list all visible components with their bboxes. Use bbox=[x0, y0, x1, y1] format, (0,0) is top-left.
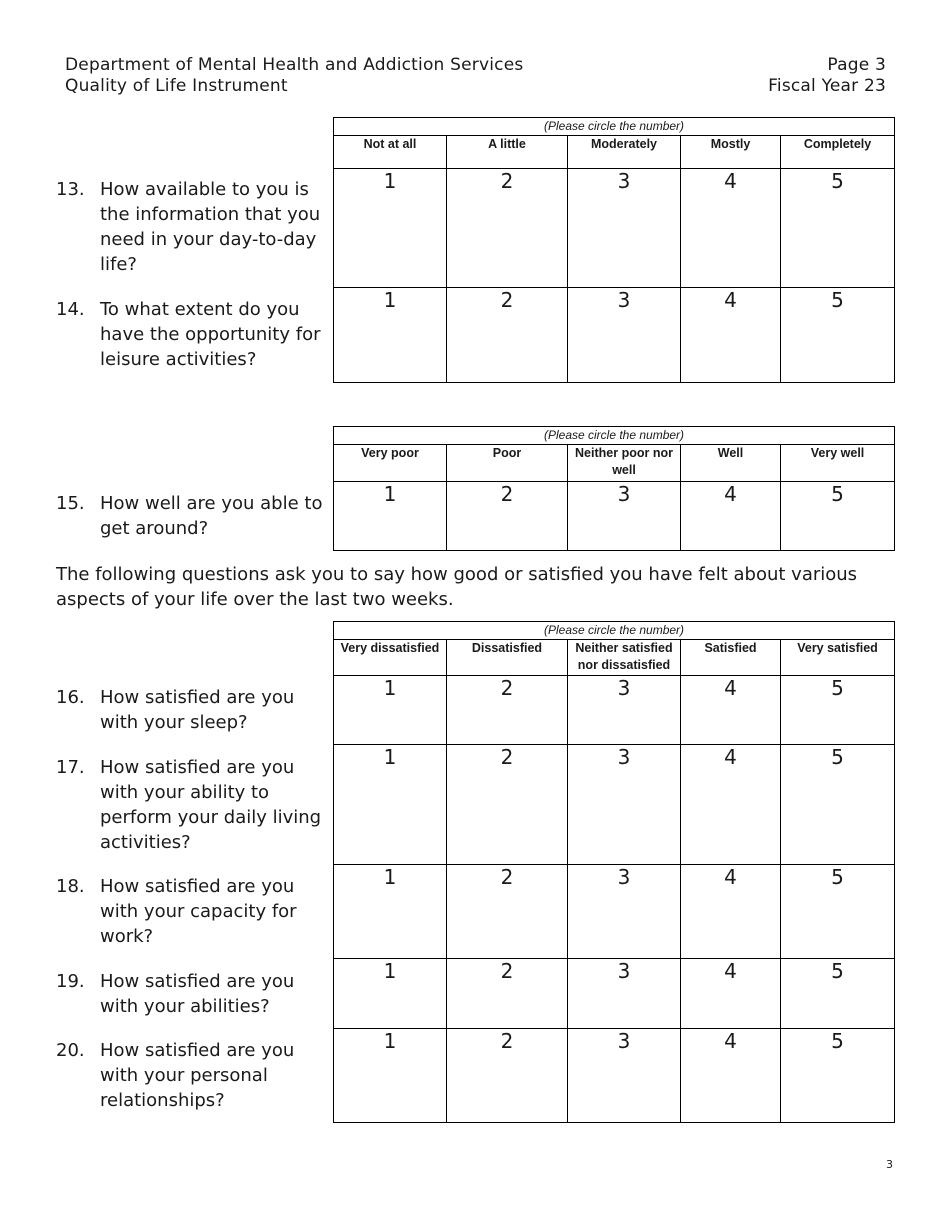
rating-option[interactable]: 1 bbox=[334, 482, 447, 551]
rating-option[interactable]: 5 bbox=[781, 676, 895, 745]
question-text: How well are you able to get around? bbox=[100, 493, 323, 539]
question-20 bbox=[56, 1038, 326, 1113]
question-number: 17. bbox=[56, 757, 85, 778]
question-19 bbox=[56, 969, 326, 1019]
rating-option[interactable]: 4 bbox=[681, 745, 781, 865]
rating-option[interactable]: 1 bbox=[334, 865, 447, 959]
circle-instruction: (Please circle the number) bbox=[334, 622, 895, 640]
rating-option[interactable]: 3 bbox=[568, 1029, 681, 1123]
rating-option[interactable]: 5 bbox=[781, 865, 895, 959]
scale-label: Very poor bbox=[334, 445, 447, 482]
answer-row-17 bbox=[334, 745, 895, 865]
instrument-name: Quality of Life Instrument bbox=[65, 76, 288, 96]
rating-option[interactable]: 4 bbox=[681, 1029, 781, 1123]
scale-label: Very dissatisfied bbox=[334, 640, 447, 676]
answer-row-18 bbox=[334, 865, 895, 959]
rating-option[interactable]: 4 bbox=[681, 482, 781, 551]
question-15 bbox=[56, 491, 326, 541]
rating-option[interactable]: 4 bbox=[681, 169, 781, 288]
rating-option[interactable]: 2 bbox=[447, 745, 568, 865]
scale-label: Very satisfied bbox=[781, 640, 895, 676]
question-number: 18. bbox=[56, 876, 85, 897]
rating-option[interactable]: 5 bbox=[781, 959, 895, 1029]
rating-option[interactable]: 1 bbox=[334, 959, 447, 1029]
answer-row-14 bbox=[334, 288, 895, 383]
question-14 bbox=[56, 297, 326, 372]
question-number: 15. bbox=[56, 493, 85, 514]
footer-page-number: 3 bbox=[886, 1158, 893, 1171]
answer-row-15 bbox=[334, 482, 895, 551]
question-number: 16. bbox=[56, 687, 85, 708]
scale-label: Neither poor nor well bbox=[568, 445, 681, 482]
rating-option[interactable]: 2 bbox=[447, 959, 568, 1029]
rating-option[interactable]: 3 bbox=[568, 745, 681, 865]
question-18 bbox=[56, 874, 326, 949]
rating-table-satisfaction bbox=[333, 621, 895, 1123]
rating-option[interactable]: 3 bbox=[568, 676, 681, 745]
rating-option[interactable]: 4 bbox=[681, 865, 781, 959]
scale-label: Not at all bbox=[334, 136, 447, 169]
rating-option[interactable]: 1 bbox=[334, 288, 447, 383]
scale-label: Neither satisfied nor dissatisfied bbox=[568, 640, 681, 676]
scale-label: Well bbox=[681, 445, 781, 482]
question-17 bbox=[56, 755, 326, 855]
rating-table-ability bbox=[333, 426, 895, 551]
rating-option[interactable]: 1 bbox=[334, 169, 447, 288]
question-13 bbox=[56, 177, 326, 277]
rating-option[interactable]: 2 bbox=[447, 1029, 568, 1123]
rating-option[interactable]: 4 bbox=[681, 676, 781, 745]
circle-instruction: (Please circle the number) bbox=[334, 118, 895, 136]
rating-option[interactable]: 2 bbox=[447, 676, 568, 745]
question-number: 13. bbox=[56, 179, 85, 200]
rating-option[interactable]: 3 bbox=[568, 288, 681, 383]
question-text: How satisfied are you with your ability to perform your daily living activities? bbox=[100, 757, 322, 853]
rating-table-extent bbox=[333, 117, 895, 383]
answer-row-20 bbox=[334, 1029, 895, 1123]
circle-instruction: (Please circle the number) bbox=[334, 427, 895, 445]
rating-option[interactable]: 2 bbox=[447, 865, 568, 959]
rating-option[interactable]: 2 bbox=[447, 288, 568, 383]
rating-option[interactable]: 5 bbox=[781, 169, 895, 288]
rating-option[interactable]: 5 bbox=[781, 288, 895, 383]
rating-option[interactable]: 2 bbox=[447, 482, 568, 551]
page-label: Page 3 bbox=[827, 55, 886, 75]
scale-label: Mostly bbox=[681, 136, 781, 169]
scale-label: Poor bbox=[447, 445, 568, 482]
scale-label: A little bbox=[447, 136, 568, 169]
rating-option[interactable]: 3 bbox=[568, 865, 681, 959]
department-name: Department of Mental Health and Addiction Services bbox=[65, 55, 524, 75]
section-intro: The following questions ask you to say how good or satisfied you have felt about various aspects of your life over the last two weeks. bbox=[56, 564, 858, 610]
scale-label: Moderately bbox=[568, 136, 681, 169]
document-header-left bbox=[65, 55, 523, 97]
rating-option[interactable]: 1 bbox=[334, 745, 447, 865]
answer-row-13 bbox=[334, 169, 895, 288]
rating-option[interactable]: 2 bbox=[447, 169, 568, 288]
rating-option[interactable]: 5 bbox=[781, 482, 895, 551]
answer-row-16 bbox=[334, 676, 895, 745]
question-number: 14. bbox=[56, 299, 85, 320]
question-16 bbox=[56, 685, 326, 735]
question-text: How satisfied are you with your abilities? bbox=[100, 971, 295, 1017]
question-number: 19. bbox=[56, 971, 85, 992]
rating-option[interactable]: 5 bbox=[781, 1029, 895, 1123]
rating-option[interactable]: 1 bbox=[334, 676, 447, 745]
scale-label: Completely bbox=[781, 136, 895, 169]
rating-option[interactable]: 3 bbox=[568, 169, 681, 288]
answer-row-19 bbox=[334, 959, 895, 1029]
question-text: To what extent do you have the opportunity for leisure activities? bbox=[100, 299, 321, 370]
rating-option[interactable]: 3 bbox=[568, 482, 681, 551]
question-text: How satisfied are you with your capacity for work? bbox=[100, 876, 297, 947]
fiscal-year: Fiscal Year 23 bbox=[768, 76, 886, 96]
scale-label: Dissatisfied bbox=[447, 640, 568, 676]
rating-option[interactable]: 1 bbox=[334, 1029, 447, 1123]
scale-label: Very well bbox=[781, 445, 895, 482]
rating-option[interactable]: 3 bbox=[568, 959, 681, 1029]
document-header-right bbox=[768, 55, 886, 97]
rating-option[interactable]: 4 bbox=[681, 959, 781, 1029]
scale-label: Satisfied bbox=[681, 640, 781, 676]
rating-option[interactable]: 5 bbox=[781, 745, 895, 865]
rating-option[interactable]: 4 bbox=[681, 288, 781, 383]
question-number: 20. bbox=[56, 1040, 85, 1061]
question-text: How satisfied are you with your sleep? bbox=[100, 687, 295, 733]
question-text: How satisfied are you with your personal relationships? bbox=[100, 1040, 295, 1111]
question-text: How available to you is the information that you need in your day-to-day life? bbox=[100, 179, 321, 275]
